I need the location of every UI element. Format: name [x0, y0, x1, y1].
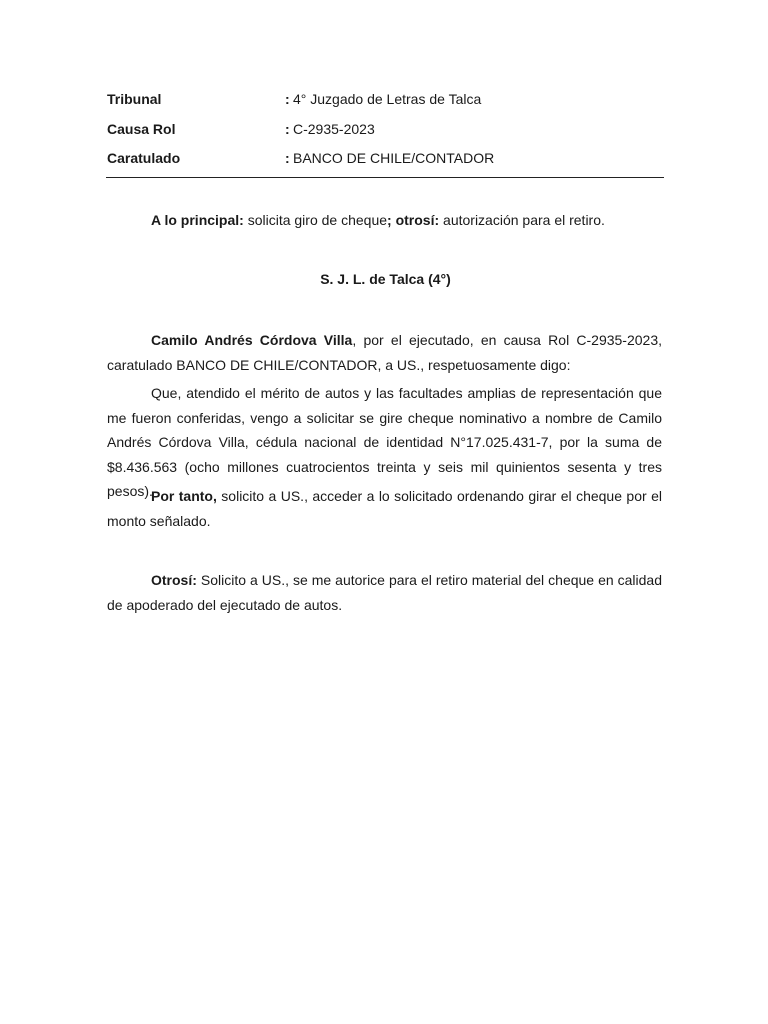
- header-row-tribunal: [107, 89, 664, 119]
- header-label: Caratulado: [107, 150, 181, 166]
- por-tanto-paragraph: [107, 484, 662, 533]
- intro-paragraph: [107, 328, 662, 377]
- otrosi-label: Otrosí:: [151, 572, 197, 588]
- header-value: 4° Juzgado de Letras de Talca: [293, 91, 482, 107]
- otrosi-paragraph: [107, 568, 662, 617]
- request-text: Que, atendido el mérito de autos y las facultades amplias de representación que me fueron conferidas, vengo a solicitar se gire cheque nominativo a nombre de Camilo Andrés Córdova Villa, cédula nacional de identidad N°17.025.431-7, por la suma de $8.436.563 (ocho millones cuatrocientos treinta y seis mil quinientos sesenta y tres pesos).: [107, 385, 662, 499]
- header-value: BANCO DE CHILE/CONTADOR: [293, 150, 495, 166]
- por-tanto-text: solicito a US., acceder a lo solicitado ordenando girar el cheque por el monto señalado.: [107, 488, 662, 529]
- sumilla-principal-label: A lo principal:: [151, 212, 244, 228]
- court-addressee: S. J. L. de Talca (4°): [320, 271, 451, 287]
- header-colon: :: [285, 91, 290, 107]
- case-header: [107, 89, 664, 178]
- sumilla: [151, 210, 605, 230]
- header-label: Causa Rol: [107, 120, 176, 137]
- header-colon: :: [285, 150, 290, 166]
- por-tanto-label: Por tanto,: [151, 488, 217, 504]
- header-row-caratulado: [107, 148, 664, 178]
- otrosi-text: Solicito a US., se me autorice para el retiro material del cheque en calidad de apoderado del ejecutado de autos.: [107, 572, 662, 613]
- header-label: Tribunal: [107, 91, 162, 107]
- header-row-causa-rol: [107, 119, 664, 149]
- header-value: C-2935-2023: [293, 120, 375, 137]
- header-divider: [106, 177, 664, 178]
- sumilla-otrosi-label: ; otrosí:: [387, 212, 440, 228]
- intro-text: , por el ejecutado, en causa Rol C-2935-2023, caratulado BANCO DE CHILE/CONTADOR, a US., respetuosamente digo:: [107, 332, 663, 373]
- sumilla-principal-text: solicita giro de cheque: [243, 212, 388, 228]
- sumilla-otrosi-text: autorización para el retiro.: [439, 212, 605, 228]
- petitioner-name: Camilo Andrés Córdova Villa: [151, 332, 353, 348]
- header-colon: :: [285, 120, 290, 137]
